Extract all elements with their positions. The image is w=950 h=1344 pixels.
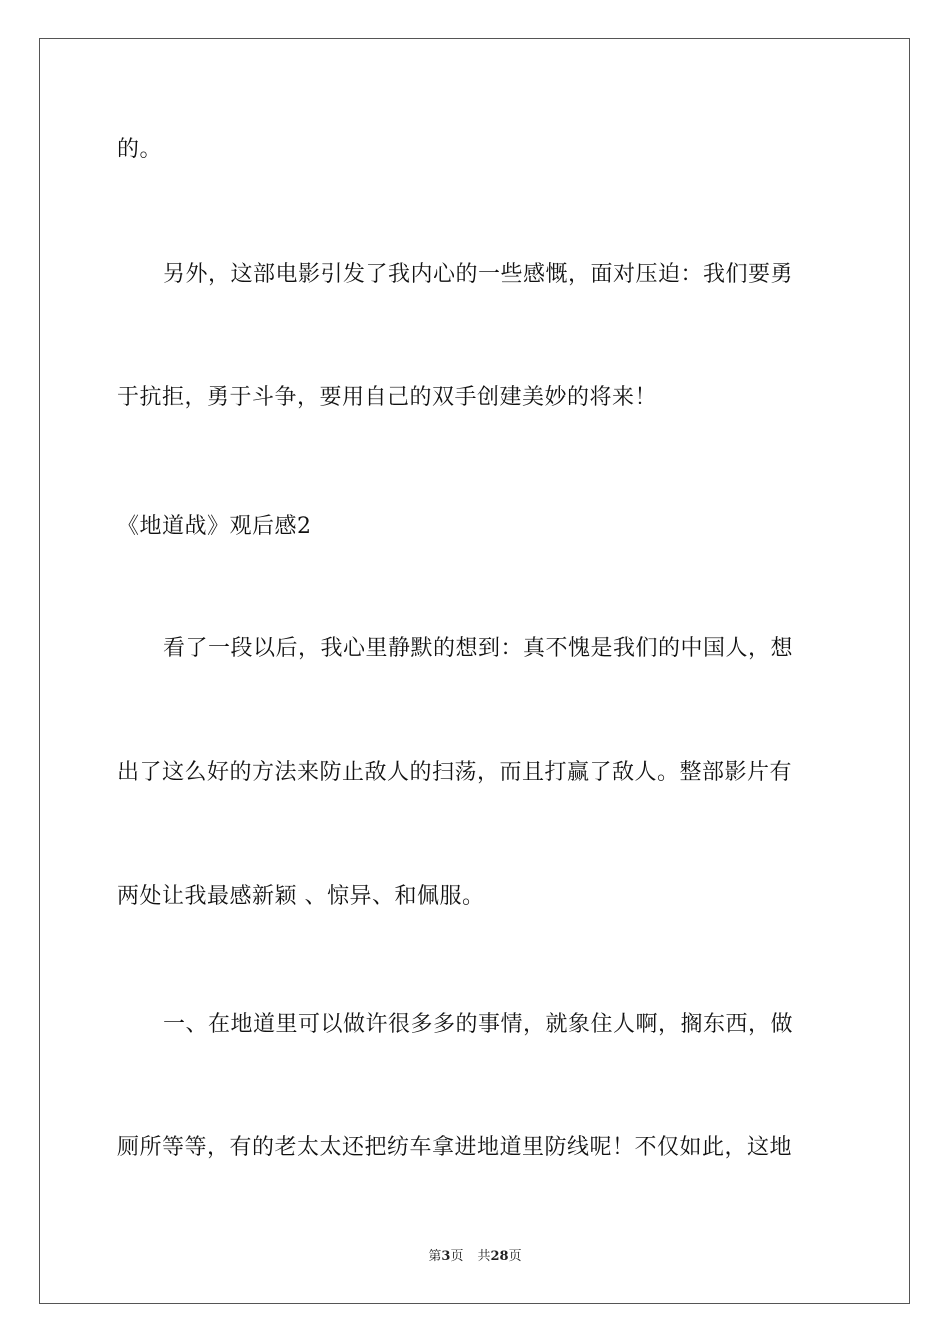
footer-total-prefix: 共	[477, 1249, 491, 1264]
footer-total-pages: 28	[490, 1249, 509, 1264]
paragraph-line-3: 一、在地道里可以做许很多多的事情，就象住人啊，搁东西，做	[163, 1012, 794, 1037]
footer-page-suffix: 页	[450, 1249, 464, 1264]
footer-page-prefix: 第	[428, 1249, 442, 1264]
body-line-4: 两处让我最感新颖 、惊异、和佩服。	[117, 884, 485, 909]
footer-page-number: 3	[441, 1249, 451, 1264]
body-line-3: 出了这么好的方法来防止敌人的扫荡，而且打赢了敌人。整部影片有	[117, 760, 793, 785]
page-footer	[0, 1248, 950, 1266]
paragraph-line-1: 另外，这部电影引发了我内心的一些感慨，面对压迫：我们要勇	[163, 262, 794, 287]
body-line-1: 的。	[117, 137, 163, 162]
page-border	[39, 38, 910, 1304]
paragraph-line-2: 看了一段以后，我心里静默的想到：真不愧是我们的中国人，想	[163, 636, 794, 661]
footer-total-suffix: 页	[508, 1249, 522, 1264]
section-heading: 《地道战》观后感2	[117, 514, 312, 539]
body-line-5: 厕所等等，有的老太太还把纺车拿进地道里防线呢！不仅如此，这地	[117, 1135, 793, 1160]
body-line-2: 于抗拒，勇于斗争，要用自己的双手创建美妙的将来！	[117, 385, 658, 410]
